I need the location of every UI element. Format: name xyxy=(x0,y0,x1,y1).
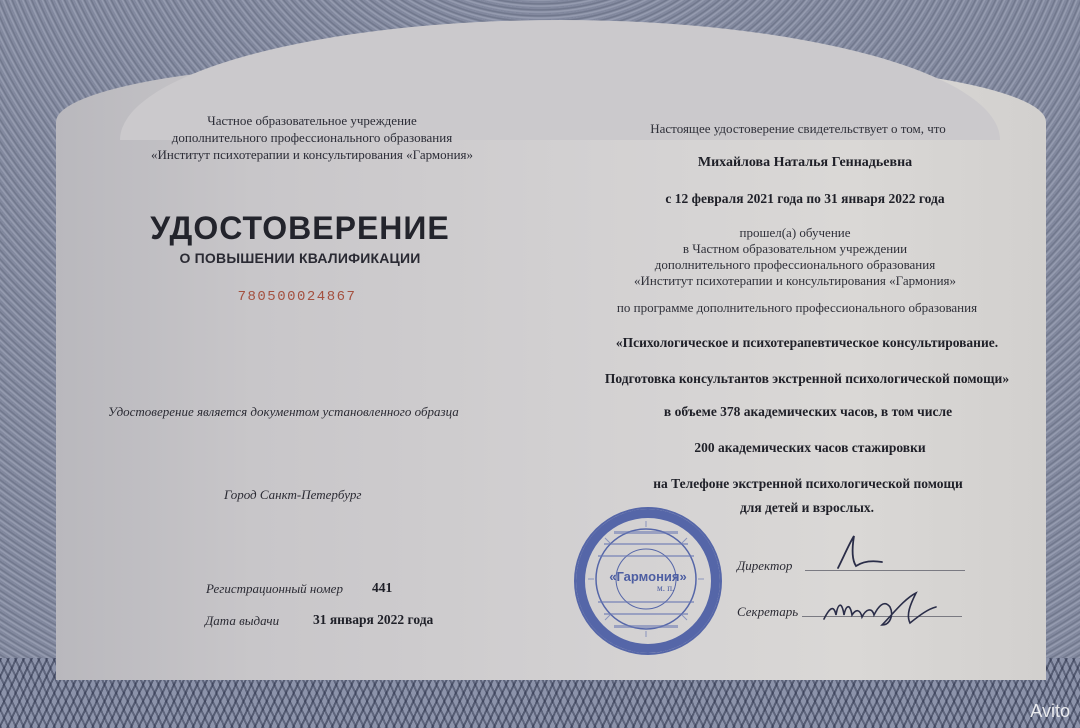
place-line-2: для детей и взрослых. xyxy=(739,500,875,515)
program-line-2: Подготовка консультантов экстренной психологической помощи» xyxy=(604,371,1010,386)
seal-center-text: «Гармония» xyxy=(609,569,687,584)
seal-mp-mark: м. п. xyxy=(657,583,675,593)
hours-line-2: 200 академических часов стажировки xyxy=(694,440,926,455)
training-period: с 12 февраля 2021 года по 31 января 2022 года xyxy=(665,191,945,206)
holder-name: Михайлова Наталья Геннадьевна xyxy=(697,155,913,170)
hours-line-1: в объеме 378 академических часов, в том числе xyxy=(663,404,953,419)
issue-date: 31 января 2022 года xyxy=(313,612,434,627)
issuer-line-2: дополнительного профессионального образования xyxy=(171,130,453,145)
org-line-3: «Институт психотерапии и консультирования «Гармония» xyxy=(633,273,957,288)
certificate-number: 780500024867 xyxy=(237,289,357,305)
avito-watermark: Avito xyxy=(1030,701,1070,721)
certificate-subtitle: О ПОВЫШЕНИИ КВАЛИФИКАЦИИ xyxy=(179,250,421,266)
certificate-title: УДОСТОВЕРЕНИЕ xyxy=(150,210,450,246)
issuer-line-3: «Институт психотерапии и консультирования «Гармония» xyxy=(150,147,474,162)
established-form-note: Удостоверение является документом установленного образца xyxy=(108,404,459,419)
secretary-label: Секретарь xyxy=(737,604,799,619)
passed-training: прошел(а) обучение xyxy=(739,225,851,240)
organization-seal xyxy=(574,507,722,655)
place-line-1: на Телефоне экстренной психологической помощи xyxy=(653,476,963,491)
registration-label: Регистрационный номер xyxy=(206,581,343,596)
secretary-signature xyxy=(820,585,940,633)
director-signature xyxy=(830,532,890,574)
intro-text: Настоящее удостоверение свидетельствует о том, что xyxy=(650,121,946,136)
issue-date-label: Дата выдачи xyxy=(205,613,280,628)
program-intro: по программе дополнительного профессионального образования xyxy=(616,300,978,315)
org-line-2: дополнительного профессионального образования xyxy=(654,257,936,272)
director-label: Директор xyxy=(737,558,793,573)
registration-number: 441 xyxy=(372,580,393,595)
program-line-1: «Психологическое и психотерапевтическое консультирование. xyxy=(615,335,999,350)
city: Город Санкт-Петербург xyxy=(224,487,362,502)
issuer-line-1: Частное образовательное учреждение xyxy=(207,113,417,128)
org-line-1: в Частном образовательном учреждении xyxy=(682,241,908,256)
